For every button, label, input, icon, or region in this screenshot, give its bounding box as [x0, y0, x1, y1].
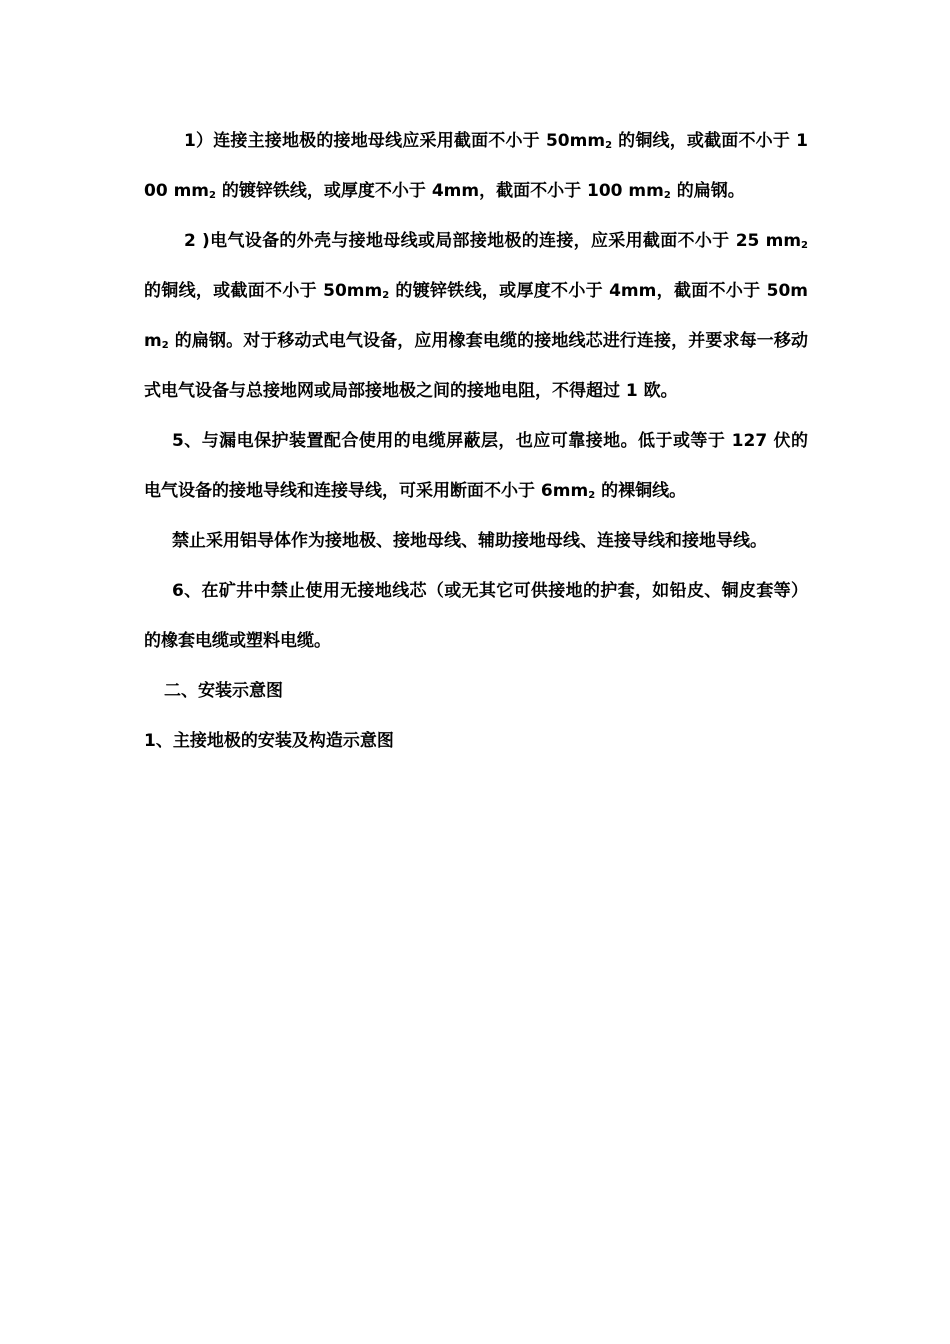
text-run: 禁止采用铝导体作为接地极、接地母线、辅助接地母线、连接导线和接地导线。 [172, 531, 767, 551]
paragraph-p4 [144, 516, 808, 566]
subscript: 2 [801, 240, 808, 251]
text-run: 的裸铜线。 [595, 481, 687, 501]
paragraph-p5 [144, 566, 808, 666]
paragraph-p1 [144, 116, 808, 216]
subscript: 2 [161, 340, 169, 351]
text-run: 1、主接地极的安装及构造示意图 [144, 731, 394, 751]
text-run: 的扁钢。对于移动式电气设备，应用橡套电缆的接地线芯进行连接，并要求每一移动式电气设备与总接地网或局部接地极之间的接地电阻，不得超过 1 欧。 [144, 331, 808, 401]
text-run: 的镀锌铁线，或厚度不小于 4mm，截面不小于 100 mm [215, 181, 664, 201]
paragraph-p7 [144, 716, 808, 766]
text-run: 6、在矿井中禁止使用无接地线芯（或无其它可供接地的护套，如铅皮、铜皮套等）的橡套电缆或塑料电缆。 [144, 581, 808, 651]
paragraph-p6 [144, 666, 808, 716]
text-run: 二、安装示意图 [164, 681, 283, 701]
text-run: 5、与漏电保护装置配合使用的电缆屏蔽层，也应可靠接地。低于或等于 127 伏的电气设备的接地导线和连接导线，可采用断面不小于 6mm [144, 431, 808, 501]
subscript: 2 [588, 490, 596, 501]
subscript: 2 [209, 190, 216, 201]
subscript: 2 [663, 190, 671, 201]
paragraph-p2 [144, 216, 808, 416]
text-run: 的铜线，或截面不小于 100 mm [144, 131, 808, 201]
text-run: 2 )电气设备的外壳与接地母线或局部接地极的连接，应采用截面不小于 25 mm [184, 231, 802, 251]
text-run: 的镀锌铁线，或厚度不小于 4mm，截面不小于 50mm [144, 281, 808, 351]
text-run: 1）连接主接地极的接地母线应采用截面不小于 50mm [184, 131, 606, 151]
paragraph-p3 [144, 416, 808, 516]
subscript: 2 [605, 140, 613, 151]
document-body [144, 116, 808, 766]
text-run: 的扁钢。 [670, 181, 745, 201]
text-run: 的铜线，或截面不小于 50mm [144, 281, 383, 301]
subscript: 2 [382, 290, 390, 301]
